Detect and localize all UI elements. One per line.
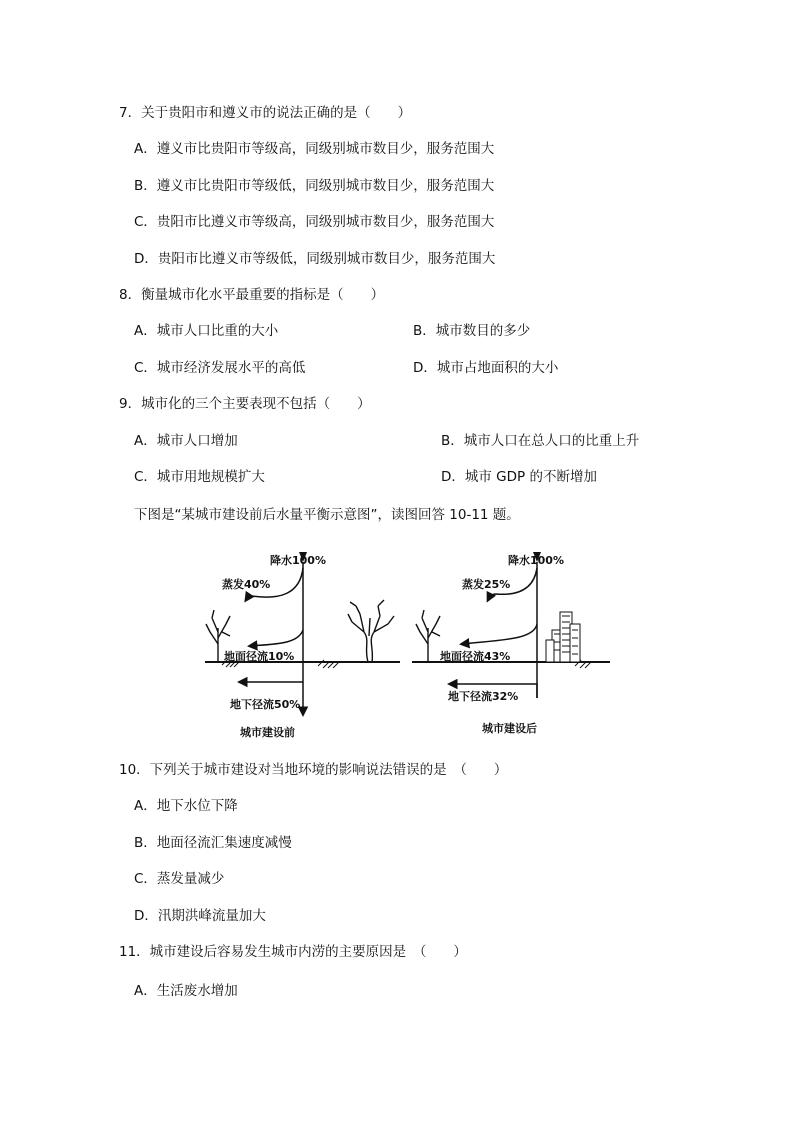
under-label-before: 地下径流50% xyxy=(230,698,301,711)
surface-arrow-before xyxy=(250,630,303,646)
evap-label-after: 蒸发25% xyxy=(462,578,511,591)
q8-option-c: C．城市经济发展水平的高低 xyxy=(134,360,306,376)
tree-icon xyxy=(348,600,394,662)
q9-option-c: C．城市用地规模扩大 xyxy=(134,469,265,485)
bare-tree-icon xyxy=(416,610,440,662)
under-label-after: 地下径流32% xyxy=(448,690,519,703)
q7-option-a: A．遵义市比贵阳市等级高，同级别城市数目少，服务范围大 xyxy=(134,141,495,157)
q8-stem: 8．衡量城市化水平最重要的指标是（ ） xyxy=(119,287,385,303)
q9-option-b: B．城市人口在总人口的比重上升 xyxy=(441,433,640,449)
surface-label-before: 地面径流10% xyxy=(224,650,295,663)
q10-option-a: A．地下水位下降 xyxy=(134,798,238,814)
q10-stem: 10．下列关于城市建设对当地环境的影响说法错误的是 （ ） xyxy=(119,762,508,778)
q8-option-a: A．城市人口比重的大小 xyxy=(134,323,279,339)
q11-option-a: A．生活废水增加 xyxy=(134,983,238,999)
q9-option-d: D．城市 GDP 的不断增加 xyxy=(441,469,597,485)
q10-option-d: D．汛期洪峰流量加大 xyxy=(134,908,266,924)
q7-option-d: D．贵阳市比遵义市等级低，同级别城市数目少，服务范围大 xyxy=(134,251,496,267)
panel-before xyxy=(205,552,400,739)
q11-stem: 11．城市建设后容易发生城市内涝的主要原因是 （ ） xyxy=(119,944,467,960)
figure-intro: 下图是“某城市建设前后水量平衡示意图”，读图回答 10-11 题。 xyxy=(134,507,520,523)
q7-option-c: C．贵阳市比遵义市等级高，同级别城市数目少，服务范围大 xyxy=(134,214,495,230)
q10-option-b: B．地面径流汇集速度减慢 xyxy=(134,835,292,851)
buildings-icon xyxy=(546,612,580,662)
water-balance-figure xyxy=(200,548,620,748)
caption-after: 城市建设后 xyxy=(482,722,537,735)
q7-option-b: B．遵义市比贵阳市等级低，同级别城市数目少，服务范围大 xyxy=(134,178,495,194)
caption-before: 城市建设前 xyxy=(240,726,295,739)
panel-after xyxy=(412,552,610,735)
q7-stem: 7．关于贵阳市和遵义市的说法正确的是（ ） xyxy=(119,105,412,121)
q10-option-c: C．蒸发量减少 xyxy=(134,871,225,887)
precip-label-before: 降水100% xyxy=(270,554,326,567)
precip-label-after: 降水100% xyxy=(508,554,564,567)
evap-label-before: 蒸发40% xyxy=(222,578,271,591)
surface-label-after: 地面径流43% xyxy=(440,650,511,663)
surface-arrow-after xyxy=(462,624,537,644)
q9-stem: 9．城市化的三个主要表现不包括（ ） xyxy=(119,396,371,412)
q9-option-a: A．城市人口增加 xyxy=(134,433,238,449)
q8-option-b: B．城市数目的多少 xyxy=(413,323,531,339)
q8-option-d: D．城市占地面积的大小 xyxy=(413,360,559,376)
